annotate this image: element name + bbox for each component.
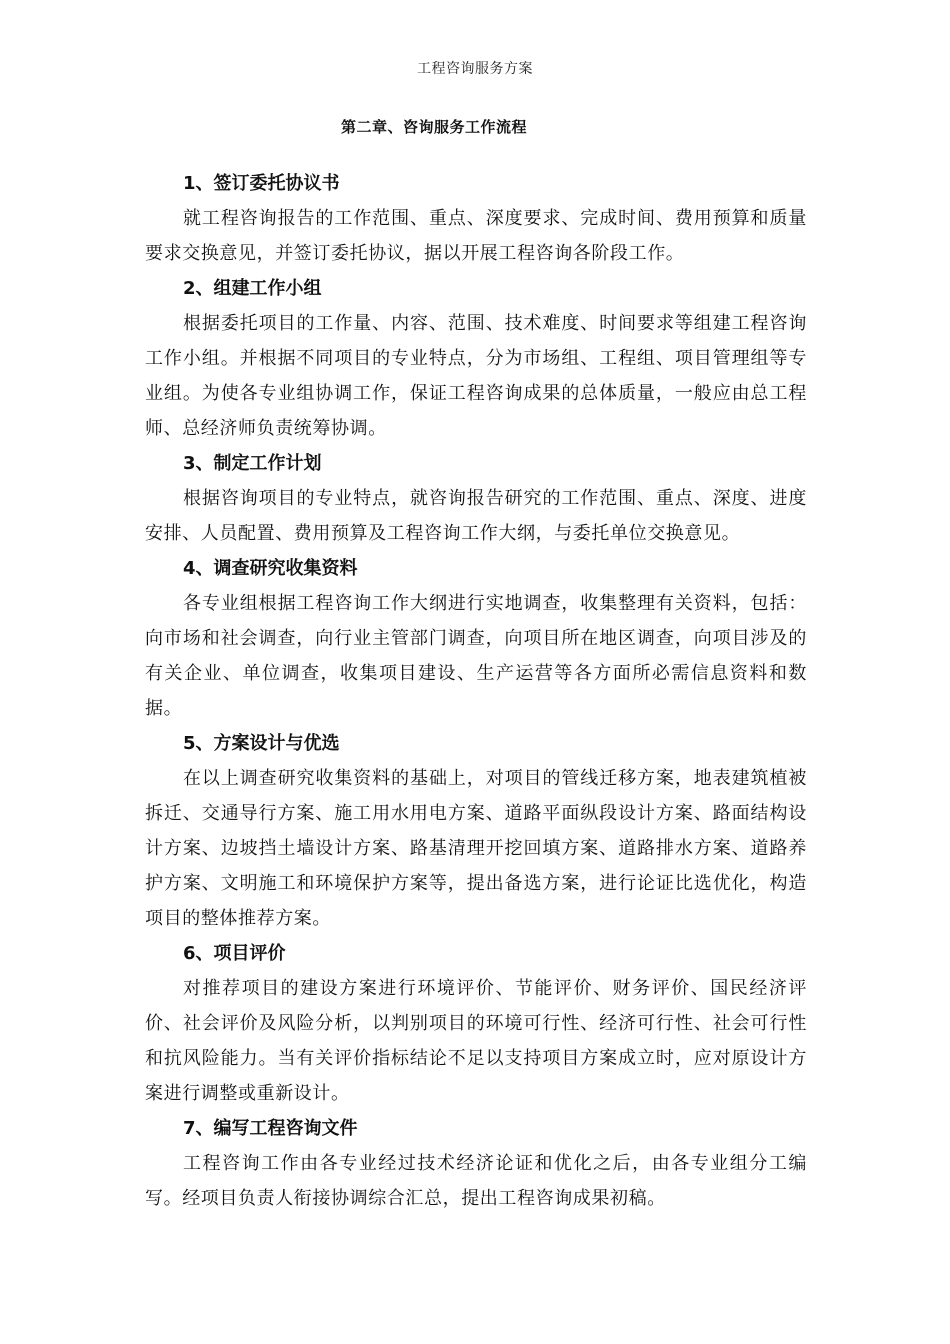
section-heading: 6、项目评价 [183,943,286,964]
section-paragraph: 工程咨询工作由各专业经过技术经济论证和优化之后，由各专业组分工编写。经项目负责人衔接协调综合汇总，提出工程咨询成果初稿。 [145,1153,807,1209]
section-paragraph: 在以上调查研究收集资料的基础上，对项目的管线迁移方案，地表建筑植被拆迁、交通导行方案、施工用水用电方案、道路平面纵段设计方案、路面结构设计方案、边坡挡土墙设计方案、路基清理开挖回填方案、道路排水方案、道路养护方案、文明施工和环境保护方案等，提出备选方案，进行论证比选优化，构造项目的整体推荐方案。 [145,768,807,929]
section-paragraph: 根据咨询项目的专业特点，就咨询报告研究的工作范围、重点、深度、进度安排、人员配置、费用预算及工程咨询工作大纲，与委托单位交换意见。 [145,488,807,544]
section-7 [145,1111,807,1216]
section-paragraph: 对推荐项目的建设方案进行环境评价、节能评价、财务评价、国民经济评价、社会评价及风险分析，以判别项目的环境可行性、经济可行性、社会可行性和抗风险能力。当有关评价指标结论不足以支持项目方案成立时，应对原设计方案进行调整或重新设计。 [145,978,807,1104]
section-paragraph: 各专业组根据工程咨询工作大纲进行实地调查，收集整理有关资料，包括：向市场和社会调查，向行业主管部门调查，向项目所在地区调查，向项目涉及的有关企业、单位调查，收集项目建设、生产运营等各方面所必需信息资料和数据。 [145,593,807,719]
section-2 [145,271,807,446]
section-heading: 5、方案设计与优选 [183,733,340,754]
section-paragraph: 就工程咨询报告的工作范围、重点、深度要求、完成时间、费用预算和质量要求交换意见，并签订委托协议，据以开展工程咨询各阶段工作。 [145,208,807,264]
section-5 [145,726,807,936]
section-4 [145,551,807,726]
running-header: 工程咨询服务方案 [417,61,533,77]
section-1 [145,166,807,271]
section-heading: 3、制定工作计划 [183,453,322,474]
chapter-title: 第二章、咨询服务工作流程 [340,118,527,136]
section-heading: 7、编写工程咨询文件 [183,1118,358,1139]
section-3 [145,446,807,551]
section-6 [145,936,807,1111]
section-heading: 4、调查研究收集资料 [183,558,358,579]
chapter-content [145,166,807,1216]
section-paragraph: 根据委托项目的工作量、内容、范围、技术难度、时间要求等组建工程咨询工作小组。并根据不同项目的专业特点，分为市场组、工程组、项目管理组等专业组。为使各专业组协调工作，保证工程咨询成果的总体质量，一般应由总工程师、总经济师负责统筹协调。 [145,313,807,439]
section-heading: 1、签订委托协议书 [183,173,340,194]
section-heading: 2、组建工作小组 [183,278,322,299]
